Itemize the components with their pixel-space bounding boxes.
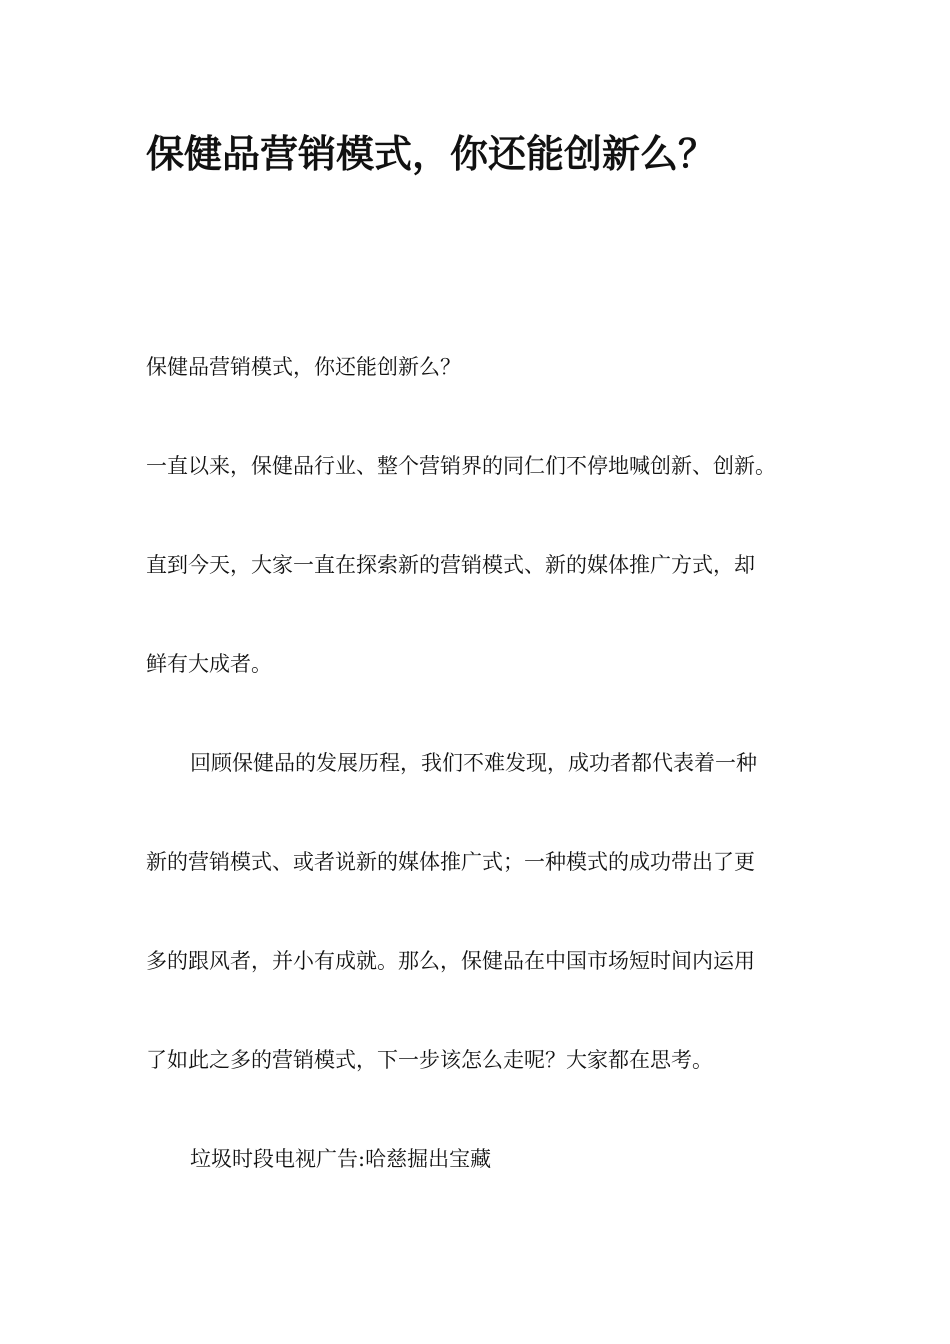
section-heading: 垃圾时段电视广告:哈慈掘出宝藏 xyxy=(190,1147,492,1171)
body-line: 鲜有大成者。 xyxy=(146,652,272,676)
body-line: 直到今天，大家一直在探索新的营销模式、新的媒体推广方式，却 xyxy=(146,553,755,577)
body-line: 回顾保健品的发展历程，我们不难发现，成功者都代表着一种 xyxy=(190,751,757,775)
body-line: 多的跟风者，并小有成就。那么，保健品在中国市场短时间内运用 xyxy=(146,949,755,973)
body-line: 保健品营销模式，你还能创新么？ xyxy=(146,355,461,379)
document-title: 保健品营销模式，你还能创新么？ xyxy=(146,131,717,176)
body-line: 一直以来，保健品行业、整个营销界的同仁们不停地喊创新、创新。 xyxy=(146,454,776,478)
body-line: 了如此之多的营销模式，下一步该怎么走呢？大家都在思考。 xyxy=(146,1048,713,1072)
body-line: 新的营销模式、或者说新的媒体推广式；一种模式的成功带出了更 xyxy=(146,850,755,874)
